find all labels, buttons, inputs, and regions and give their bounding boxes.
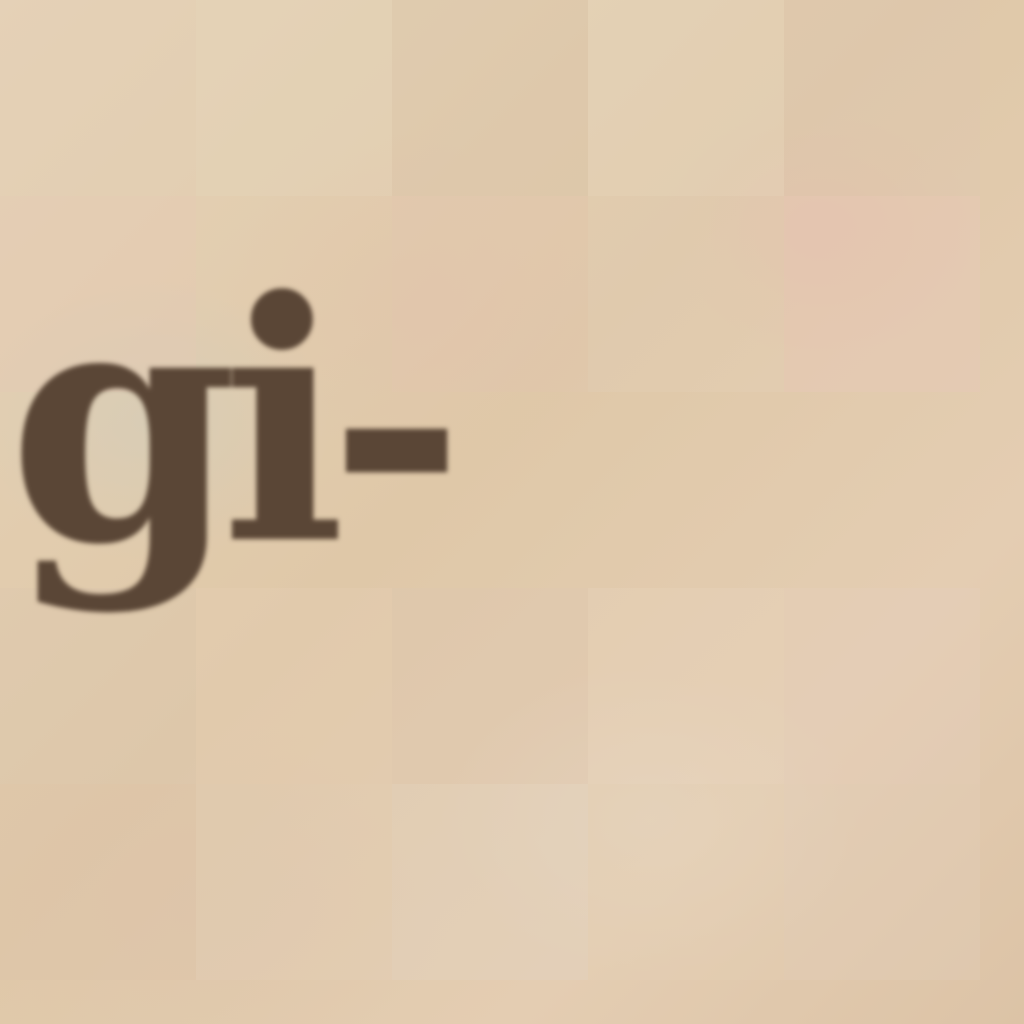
paper-texture-patch <box>784 0 980 196</box>
paper-texture-patch <box>784 588 980 784</box>
paper-texture-patch <box>392 588 588 784</box>
paper-texture-patch <box>588 588 784 784</box>
paper-texture-patch <box>0 784 196 980</box>
paper-texture-patch <box>196 0 392 196</box>
paper-texture-patch <box>588 196 784 392</box>
paper-texture-patch <box>588 784 784 980</box>
paper-texture-patch <box>588 0 784 196</box>
paper-texture-patch <box>0 0 196 196</box>
paper-texture-patch <box>784 196 980 392</box>
paper-texture-patch <box>196 784 392 980</box>
paper-texture-patch <box>392 784 588 980</box>
paper-texture-patch <box>196 588 392 784</box>
paper-texture-patch <box>784 784 980 980</box>
printed-word-fragment: gi- <box>8 229 448 617</box>
paper-texture-patch <box>0 588 196 784</box>
paper-texture-patch <box>392 0 588 196</box>
